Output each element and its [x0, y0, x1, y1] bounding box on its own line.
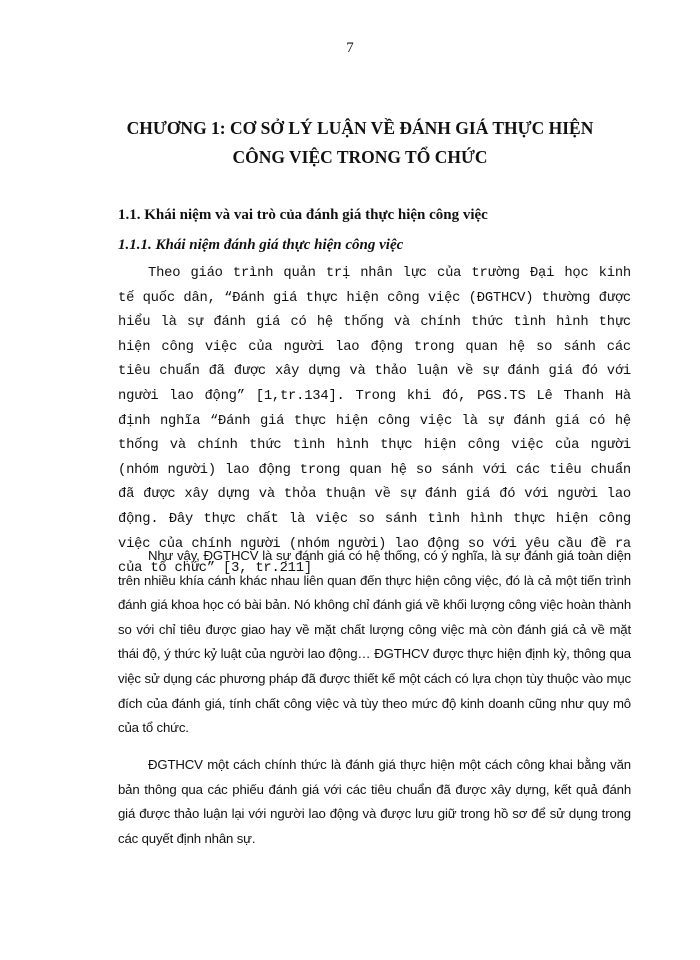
page-number: 7 — [346, 40, 354, 56]
paragraph-definition: Theo giáo trình quản trị nhân lực của trường Đại học kinh tế quốc dân, “Đánh giá thực hiện công việc (ĐGTHCV) thường được hiểu là sự đánh giá có hệ thống và chính thức tình hình thực hiện công việc của người lao động trong quan hệ so sánh các tiêu chuẩn đã được xây dựng và thảo luận về sự đánh giá đó với người lao động” [1,tr.134]. Trong khi đó, PGS.TS Lê Thanh Hà định nghĩa “Đánh giá thực hiện công việc là sự đánh giá có hệ thống và chính thức tình hình thực hiện công việc của người (nhóm người) lao động trong quan hệ so sánh với các tiêu chuẩn đã được xây dựng và thỏa thuận về sự đánh giá đó với người lao động. Đây thực chất là việc so sánh tình hình thực hiện công việc của chính người (nhóm người) lao động so với yêu cầu đề ra của tổ chức” [3, tr.211] — [118, 266, 631, 577]
chapter-title-line-1: CHƯƠNG 1: CƠ SỞ LÝ LUẬN VỀ ĐÁNH GIÁ THỰC HIỆN — [126, 118, 594, 138]
chapter-title — [90, 114, 630, 172]
subsection-heading: 1.1.1. Khái niệm đánh giá thực hiện công việc — [118, 237, 404, 253]
paragraph-explanation: Như vậy, ĐGTHCV là sự đánh giá có hệ thống, có ý nghĩa, là sự đánh giá toàn diện trên nhiều khía cánh khác nhau liên quan đến thực hiện công việc, đó là cả một tiến trình đánh giá khoa học có bài bản. Nó không chỉ đánh giá về khối lượng công việc hoàn thành so với chỉ tiêu được giao hay về mặt chất lượng công việc mà còn đánh giá cả về mặt thái độ, ý thức kỷ luật của người lao động… ĐGTHCV được thực hiện định kỳ, thông qua việc sử dụng các phương pháp đã được thiết kế một cách có lựa chọn tùy thuộc vào mục đích của đánh giá, tính chất công việc và tùy theo mức độ kinh doanh cũng như quy mô của tổ chức. — [118, 548, 631, 736]
paragraph-formal-evaluation: ĐGTHCV một cách chính thức là đánh giá thực hiện một cách công khai bằng văn bản thông qua các phiếu đánh giá với các tiêu chuẩn đã được xây dựng, kết quả đánh giá được thảo luận lại với người lao động và được lưu giữ trong hồ sơ để sử dụng trong các quyết định nhân sự. — [118, 757, 631, 846]
chapter-title-line-2: CÔNG VIỆC TRONG TỔ CHỨC — [232, 147, 488, 167]
section-heading: 1.1. Khái niệm và vai trò của đánh giá thực hiện công việc — [118, 207, 488, 223]
